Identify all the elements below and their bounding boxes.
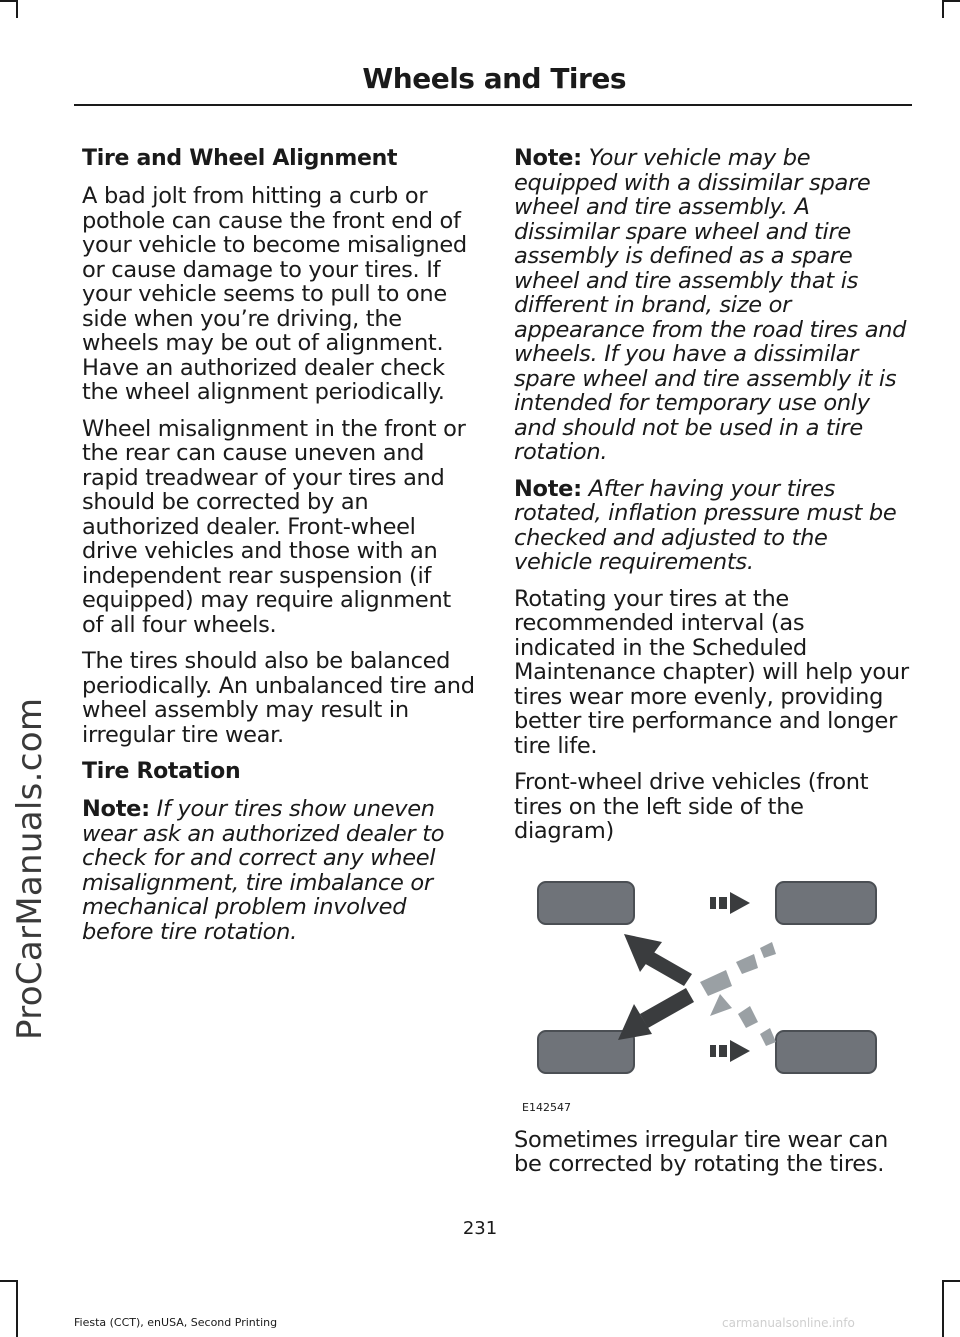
note-dissimilar-spare (514, 146, 910, 465)
footer-site: carmanualsonline.info (722, 1316, 855, 1330)
note-uneven-wear (82, 797, 477, 944)
note-label: Note: (514, 475, 582, 502)
crop-mark (942, 1280, 944, 1337)
paragraph-alignment-intro: A bad jolt from hitting a curb or pothole can cause the front end of your vehicle to become misaligned or cause damage to your tires. If your vehicle seems to pull to one side when you’re driving, the wheels may be out of alignment. Have an authorized dealer check the wheel alignment periodically. (82, 183, 467, 405)
note-text: Your vehicle may be equipped with a dissimilar spare wheel and tire assembly. A dissimilar spare wheel and tire assembly is defined as a spare wheel and tire assembly that is different in brand, size or appearance from the road tires and wheels. If you have a dissimilar spare wheel and tire assembly it is intended for temporary use only and should not be used in a tire rotation. (514, 145, 907, 465)
paragraph-rotation-interval: Rotating your tires at the recommended interval (as indicated in the Scheduled Maintenance chapter) will help your tires wear more evenly, providing better tire performance and longer tire life. (514, 585, 909, 759)
crop-mark (16, 0, 18, 18)
crop-mark (942, 0, 944, 18)
note-text: If your tires show uneven wear ask an authorized dealer to check for and correct any wheel misalignment, tire imbalance or mechanical problem involved before tire rotation. (82, 796, 445, 945)
note-label: Note: (514, 145, 582, 171)
arrow-diagonal-to-front-left (624, 934, 692, 986)
arrow-diagonal-to-rear-left (618, 988, 694, 1040)
arrow-rear-straight (710, 1040, 750, 1062)
page-title: Wheels and Tires (362, 62, 626, 95)
note-label: Note: (82, 796, 150, 822)
paragraph-irregular-wear: Sometimes irregular tire wear can be corrected by rotating the tires. (514, 1126, 888, 1177)
header-divider (74, 104, 912, 106)
section-heading-rotation: Tire Rotation (82, 759, 241, 784)
tire-front-right (776, 882, 876, 924)
arrow-diagonal-light (700, 942, 776, 1046)
figure-code: E142547 (522, 1100, 571, 1114)
footer-edition: Fiesta (CCT), enUSA, Second Printing (74, 1316, 278, 1329)
arrow-front-straight (710, 892, 750, 914)
paragraph-fwd-caption: Front-wheel drive vehicles (front tires on the left side of the diagram) (514, 769, 869, 844)
page-number: 231 (462, 1218, 498, 1239)
tire-rear-right (776, 1031, 876, 1073)
tire-rotation-diagram (514, 856, 910, 1116)
note-text: After having your tires rotated, inflation pressure must be checked and adjusted to the vehicle requirements. (514, 475, 897, 575)
right-column (514, 146, 910, 1189)
tire-front-left (538, 882, 634, 924)
paragraph-balancing: The tires should also be balanced periodically. An unbalanced tire and wheel assembly may result in irregular tire wear. (82, 648, 475, 748)
tire-rotation-svg (514, 856, 910, 1116)
paragraph-misalignment: Wheel misalignment in the front or the rear can cause uneven and rapid treadwear of your tires and should be corrected by an authorized dealer. Front-wheel drive vehicles and those with an independent rear suspension (if equipped) may require alignment of all four wheels. (82, 415, 466, 638)
note-inflation-pressure (514, 477, 910, 575)
left-column (82, 146, 477, 956)
section-heading-alignment: Tire and Wheel Alignment (82, 146, 398, 171)
crop-mark (942, 0, 960, 2)
crop-mark (16, 1280, 18, 1337)
crop-mark (942, 1280, 960, 1282)
watermark-text: ProCarManuals.com (10, 697, 50, 1040)
